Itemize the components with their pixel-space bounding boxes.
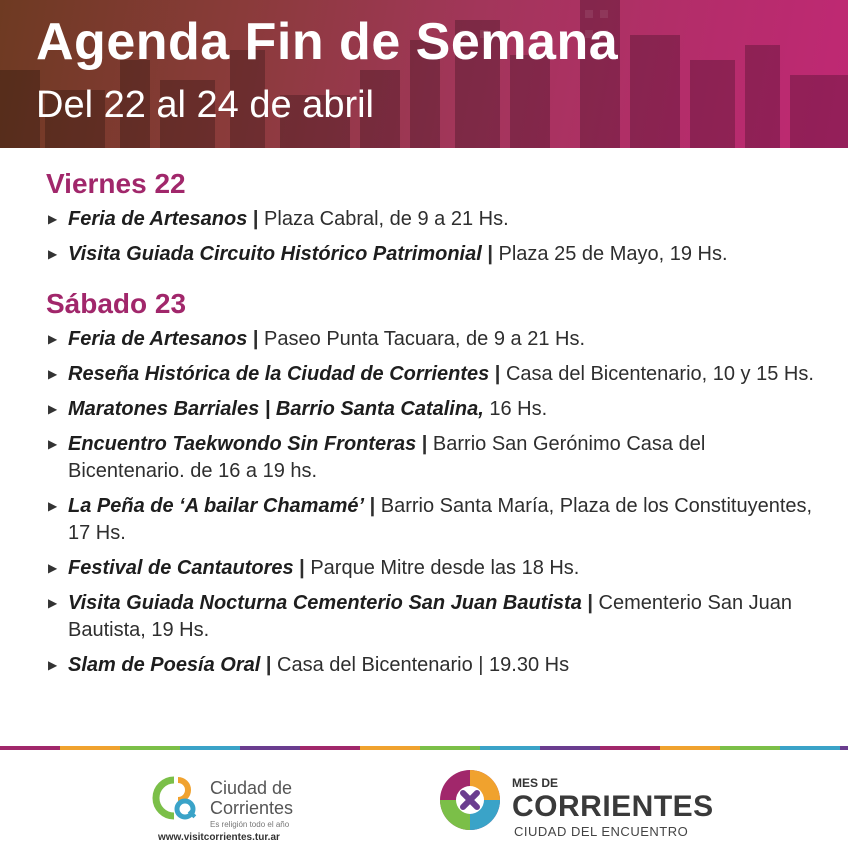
event-title: Maratones Barriales | Barrio Santa Catalina,	[68, 398, 484, 420]
list-item: ▶ Visita Guiada Nocturna Cementerio San Juan Bautista | Cementerio San Juan Bautista, 19 Hs.	[48, 592, 792, 641]
list-item: ▶ Reseña Histórica de la Ciudad de Corrientes | Casa del Bicentenario, 10 y 15 Hs.	[46, 361, 816, 388]
event-title: Visita Guiada Nocturna Cementerio San Juan Bautista	[68, 592, 582, 614]
event-title: Slam de Poesía Oral	[68, 654, 261, 676]
list-item: ▶ La Peña de ‘A bailar Chamamé’ | Barrio Santa María, Plaza de los Constituyentes, 17 Hs.	[48, 495, 813, 544]
arrow-bullet-icon: ▶	[48, 402, 58, 416]
mes-de-corrientes-logo	[436, 760, 736, 844]
footer	[0, 750, 848, 848]
list-item: ▶ Visita Guiada Circuito Histórico Patrimonial | Plaza 25 de Mayo, 19 Hs.	[46, 241, 816, 268]
event-detail: Casa del Bicentenario | 19.30 Hs	[277, 654, 570, 676]
logo-right-line1: MES DE	[512, 776, 559, 790]
logo-left-line2: Corrientes	[210, 798, 294, 818]
event-detail: 16 Hs.	[489, 398, 548, 420]
event-title: Encuentro Taekwondo Sin Fronteras	[68, 433, 417, 455]
list-item: ▶ Slam de Poesía Oral | Casa del Bicentenario | 19.30 Hs	[46, 652, 816, 679]
event-title: Festival de Cantautores	[68, 557, 294, 579]
mes-de-corrientes-logo-icon	[436, 766, 504, 834]
day-heading-sabado: Sábado 23	[46, 288, 187, 319]
event-detail: Cementerio San Juan Bautista, 19 Hs.	[68, 592, 792, 641]
logo-right-line3: CIUDAD DEL ENCUENTRO	[514, 824, 689, 839]
arrow-bullet-icon: ▶	[48, 596, 58, 610]
event-title: Reseña Histórica de la Ciudad de Corrientes	[68, 363, 490, 385]
day-heading-viernes: Viernes 22	[46, 168, 186, 199]
arrow-bullet-icon: ▶	[48, 367, 58, 381]
website-url[interactable]: www.visitcorrientes.tur.ar	[158, 832, 280, 843]
header-banner	[0, 0, 848, 148]
ciudad-corrientes-logo[interactable]	[152, 764, 322, 844]
event-detail: Paseo Punta Tacuara, de 9 a 21 Hs.	[264, 328, 586, 350]
event-detail: Casa del Bicentenario, 10 y 15 Hs.	[505, 363, 814, 385]
logo-left-tagline: Es religión todo el año	[210, 820, 290, 829]
arrow-bullet-icon: ▶	[48, 247, 58, 261]
page-subtitle: Del 22 al 24 de abril	[36, 84, 374, 126]
list-item	[46, 396, 816, 423]
event-title: Visita Guiada Circuito Histórico Patrimonial	[68, 243, 482, 265]
list-item: ▶ Festival de Cantautores | Parque Mitre desde las 18 Hs.	[46, 555, 816, 582]
event-title: Feria de Artesanos	[68, 328, 248, 350]
event-detail: Plaza 25 de Mayo, 19 Hs.	[498, 243, 728, 265]
event-title: Feria de Artesanos	[68, 208, 248, 230]
arrow-bullet-icon: ▶	[48, 437, 58, 451]
logo-right-line2: CORRIENTES	[512, 790, 714, 823]
arrow-bullet-icon: ▶	[48, 658, 58, 672]
event-detail: Parque Mitre desde las 18 Hs.	[310, 557, 580, 579]
arrow-bullet-icon: ▶	[48, 499, 58, 513]
event-detail: Barrio San Gerónimo Casa del Bicentenario. de 16 a 19 hs.	[68, 433, 706, 482]
list-item: ▶ Encuentro Taekwondo Sin Fronteras | Barrio San Gerónimo Casa del Bicentenario. de 16 a 19 hs.	[48, 433, 706, 482]
event-title: La Peña de ‘A bailar Chamamé’	[68, 495, 365, 517]
page-title: Agenda Fin de Semana	[36, 13, 619, 71]
logo-left-line1: Ciudad de	[210, 778, 293, 798]
arrow-bullet-icon: ▶	[48, 561, 58, 575]
agenda-list	[46, 168, 816, 687]
event-detail: Barrio Santa María, Plaza de los Constituyentes, 17 Hs.	[68, 495, 813, 544]
list-item: ▶ Feria de Artesanos | Paseo Punta Tacuara, de 9 a 21 Hs.	[46, 326, 816, 353]
event-detail: Plaza Cabral, de 9 a 21 Hs.	[264, 208, 509, 230]
list-item: ▶ Feria de Artesanos | Plaza Cabral, de 9 a 21 Hs.	[46, 206, 816, 233]
ciudad-corrientes-logo-icon	[152, 774, 200, 822]
arrow-bullet-icon: ▶	[48, 332, 58, 346]
arrow-bullet-icon: ▶	[48, 212, 58, 226]
